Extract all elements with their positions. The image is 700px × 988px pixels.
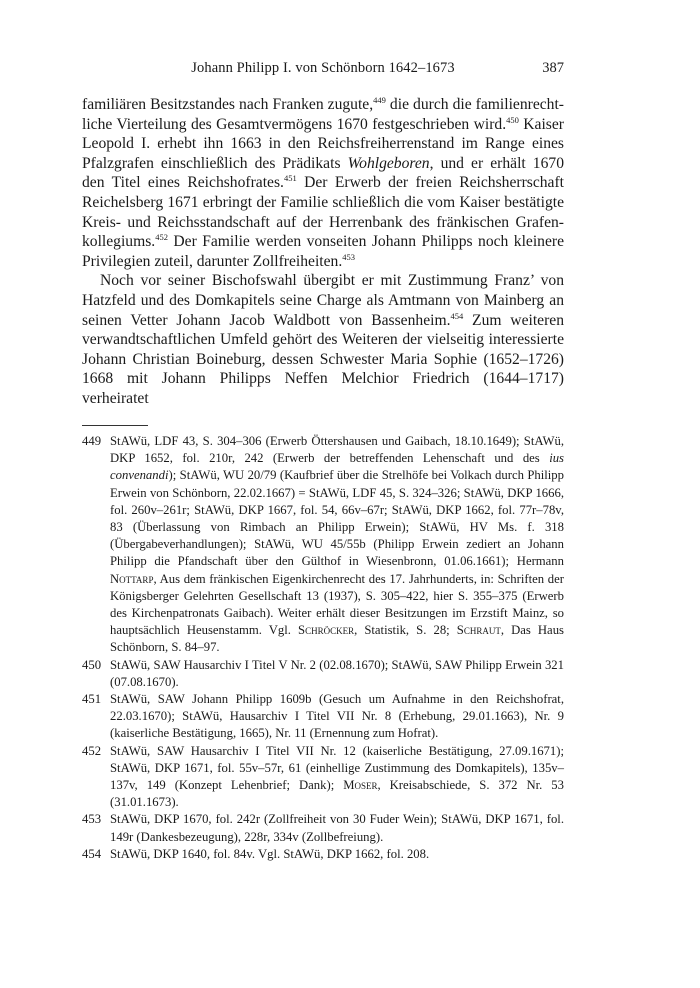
text-run: die durch die familienrechtliche Vierteilung des Gesamtvermögens 1670 festgeschrieben wird. [82,96,564,133]
footnote-text [110,743,564,812]
footnote-451 [82,691,564,743]
author-name: Schraut [456,623,501,638]
footnote-number: 451 [82,692,102,707]
footnote-ref-453[interactable]: 453 [342,251,355,262]
footnote-454 [82,846,564,863]
footnote-number: 452 [82,743,102,758]
text-run: , Aus dem fränkischen Eigenkirchenrecht des 17. Jahrhunderts, in: Schriften der Königsberger Gelehrten Gesellschaft 13 (1937), S. 305–422, hier S. 355–375 (Erwerb des Kirchenpatronats Gaibach). Weiter erhält dieser Besitzungen im Erzstift Mainz, so hauptsächlich Heusenstamm. Vgl. [110,571,564,638]
footnote-ref-452[interactable]: 452 [155,232,168,243]
footnote-number: 450 [82,657,102,672]
footnote-text: StAWü, DKP 1640, fol. 84v. Vgl. StAWü, DKP 1662, fol. 208. [110,846,430,861]
footnote-ref-454[interactable]: 454 [450,310,464,321]
text-run: familiären Besitzstandes nach Franken zugute, [82,96,374,113]
text-run: , Statistik, S. 28; [354,623,457,638]
emphasis: Wohlgeboren [347,154,430,172]
footnote-449 [82,433,564,657]
footnote-450 [82,657,564,691]
footnote-number: 453 [82,812,102,827]
footnote-453 [82,811,564,845]
footnote-ref-451[interactable]: 451 [283,173,297,184]
author-name: Nottarp [110,571,154,586]
text-run: StAWü, SAW Hausarchiv I Titel VII Nr. 12 (kaiserliche Bestätigung, 27.09.1671); StAWü, DKP 1671, fol. 55v–57r, 61 (einhellige Zustimmung des Domkapitels), 135v–137v, 149 (Konzept Lehenbrief; Dank); [110,743,564,793]
page-number: 387 [542,60,564,76]
text-run: Zum weiteren verwandtschaftlichen Umfeld gehört des Weiteren der vielseitig interessierte Johann Christian Boineburg, dessen Schwester Maria Sophie (1652–1726) 1668 mit Johann Philipps Neffen Melchior Friedrich (1644–1717) verheiratet [82,311,564,407]
footnote-ref-450[interactable]: 450 [506,114,519,125]
running-title: Johann Philipp I. von Schönborn 1642–1673 [191,60,455,76]
text-run: StAWü, LDF 43, S. 304–306 (Erwerb Öttershausen und Gaibach, 18.10.1649); StAWü, DKP 1652, fol. 210r, 242 (Erwerb der betreffenden Lehenschaft und des [110,434,564,466]
footnote-number: 454 [82,846,102,861]
footnote-text: StAWü, SAW Hausarchiv I Titel V Nr. 2 (02.08.1670); StAWü, SAW Philipp Erwein 321 (07.08.1670). [110,657,564,689]
footnote-text: StAWü, SAW Johann Philipp 1609b (Gesuch um Aufnahme in den Reichshofrat, 22.03.1670); StAWü, Hausarchiv I Titel VII Nr. 8 (Erhebung, 29.01.1663), Nr. 9 (kaiserliche Bestätigung, 1665), Nr. 11 (Ernennung zum Hofrat). [110,692,564,741]
text-run: , und er erhält 1670 den Titel eines Reichshofrates. [82,154,564,192]
text-run: Kaiser Leopold I. erhebt ihn 1663 in den Reichsfreiherrenstand im Range eines Pfalzgrafen einschließlich des Prädikats [82,115,564,172]
text-run: , Kreisabschiede, S. 372 Nr. 53 (31.01.1673). [110,778,564,810]
body-text [82,95,564,409]
footnote-ref-449[interactable]: 449 [373,95,386,105]
footnote-text [110,433,564,657]
footnotes [82,433,564,863]
emphasis: ius convenandi [110,451,564,483]
paragraph-1 [82,95,564,271]
footnote-452 [82,743,564,812]
running-head [82,60,564,82]
text-run: Der Familie werden vonseiten Johann Philipps noch kleinere Privilegien zuteil, darunter Zollfreiheiten. [82,233,564,270]
text-run: , Das Haus Schönborn, S. 84–97. [110,623,564,655]
author-name: Moser [343,778,378,793]
author-name: Schröcker [298,623,355,638]
text-run: ); StAWü, WU 20/79 (Kaufbrief über die Strelhöfe bei Volkach durch Philipp Erwein von Schönborn, 22.02.1667) = StAWü, LDF 45, S. 324–326; StAWü, DKP 1666, fol. 260v–261r; StAWü, DKP 1667, fol. 54, 66v–67r; StAWü, DKP 1662, fol. 77r–78v, 83 (Überlassung von Rimbach an Philipp Erwein); StAWü, HV Ms. f. 318 (Übergabeverhandlungen); StAWü, WU 45/55b (Philipp Erwein zediert an Johann Philipp die Pfandschaft über den Gülthof in Wiesenbronn, 01.06.1661); Hermann [110,468,564,569]
text-run: Der Erwerb der freien Reichsherrschaft Reichelsberg 1671 erbringt der Familie schließlich die vom Kaiser bestätigte Kreis- und Reichsstandschaft auf der Herrenbank des fränkischen Grafenkollegiums. [82,174,564,251]
footnote-rule [82,425,148,426]
paragraph-2 [82,271,564,408]
footnote-number: 449 [82,434,102,448]
text-run: Noch vor seiner Bischofswahl übergibt er mit Zustimmung Franz’ von Hatzfeld und des Domkapitels seine Charge als Amtmann von Mainberg an seinen Vetter Johann Jacob Waldbott von Bassenheim. [82,272,564,329]
footnote-text: StAWü, DKP 1670, fol. 242r (Zollfreiheit von 30 Fuder Wein); StAWü, DKP 1671, fol. 149r (Dankesbezeugung), 228r, 334v (Zollbefreiung). [110,812,564,844]
